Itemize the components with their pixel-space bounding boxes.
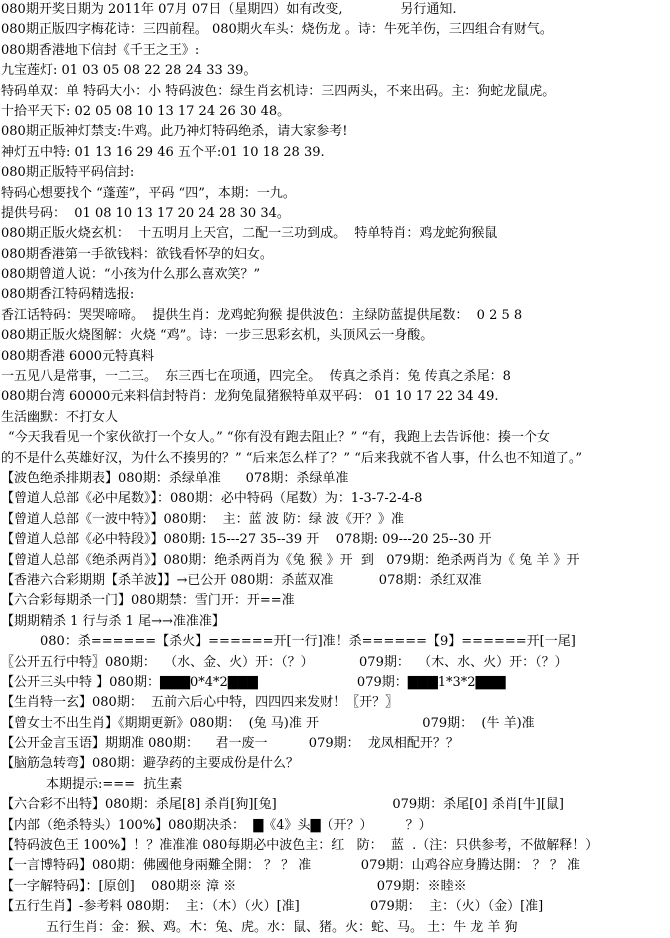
text-line: 080期香港第一手欲钱料：欲钱看怀孕的妇女。 bbox=[1, 246, 273, 262]
text-line: 【波色绝杀排期表】080期：杀绿单准 078期：杀绿单准 bbox=[1, 470, 349, 486]
text-line: 【特码波色王 100%】！？准准准 080每期必中波色主：红 防： 蓝 .（注：只供参考，不做解释！） bbox=[1, 838, 599, 854]
text-line: 【内部（绝杀特头）100%】080期决杀： ▇《4》头▇（开？） ？） bbox=[1, 817, 432, 833]
text-line: 一五见八是常事，一二三。 东三西七在项通，四完全。 传真之杀肖：兔 传真之杀尾：8 bbox=[1, 369, 511, 385]
text-line: 【一言博特码】080期：佛國他身兩難全開： ？ ？ 准 079期：山鸡谷应身腾达開： ？ ？ 准 bbox=[1, 858, 581, 874]
text-line: 【曾道人总部《必中尾数》】：080期：必中特码（尾数）为：1-3-7-2-4-8 bbox=[1, 491, 423, 507]
text-line: 080：杀======【杀火】======开[一行]准！杀======【9】======开[一尾] bbox=[40, 634, 576, 650]
text-line: 九宝莲灯: 01 03 05 08 22 28 24 33 39。 bbox=[1, 63, 257, 79]
text-line: 提供号码： 01 08 10 13 17 20 24 28 30 34。 bbox=[1, 205, 290, 221]
text-line: 【六合彩不出特】080期：杀尾[8] 杀肖[狗][兔] 079期：杀尾[0] 杀肖[牛][鼠] bbox=[1, 797, 564, 813]
text-line: 特码心想要找个 “蓬莲”，平码 “四”，本期：一九。 bbox=[1, 185, 296, 201]
text-line: 的不是什么英雄好汉，为什么不揍男的？” “后来怎么样了？” “后来我就不省人事，什么也不知道了。” bbox=[1, 450, 582, 466]
text-line: 080期台湾 60000元来料信封特肖：龙狗兔鼠猪猴特单双平码： 01 10 17 22 34 49. bbox=[1, 389, 499, 405]
text-line: 【脑筋急转弯】080期：避孕药的主要成份是什么？ bbox=[1, 756, 299, 772]
text-line: 080期开奖日期为 2011年 07月 07日（星期四）如有改变, 另行通知. bbox=[1, 2, 457, 17]
text-line: 特码单双：单 特码大小：小 特码波色：绿生肖玄机诗：三四两头，不来出码。主：狗蛇龙鼠虎。 bbox=[1, 83, 556, 99]
text-line: 080期曾道人说：“小孩为什么那么喜欢笑？” bbox=[1, 267, 261, 283]
text-line: 神灯五中特: 01 13 16 29 46 五个平:01 10 18 28 39. bbox=[1, 144, 325, 160]
text-line: 【五行生肖】-参考料 080期： 主：（木）（火）[准] 079期： 主：（火）（金）[准] bbox=[1, 899, 544, 915]
text-line: 【香港六合彩期期【杀羊波】】→已公开 080期：杀蓝双准 078期：杀红双准 bbox=[1, 572, 482, 588]
text-line: 【生肖特一玄】080期： 五前六后心中特，四四四来发财！〖开？〗 bbox=[1, 695, 399, 711]
text-line: 080期正版特平码信封: bbox=[1, 165, 135, 181]
text-line: 【曾道人总部《一波中特》】080期： 主：蓝 波 防：绿 波《开？》准 bbox=[1, 511, 404, 527]
text-line: 080期正版火烧图解：火烧 “鸡”。诗：一步三思彩玄机，头顶风云一身酸。 bbox=[1, 328, 434, 344]
text-line: “今天我看见一个家伙欲打一个女人。” “你有没有跑去阻止？” “有，我跑上去告诉他：揍一个女 bbox=[8, 430, 550, 446]
text-line: 〖公开五行中特〗080期： （水、金、火）开：（？） 079期： （木、水、火）开：（？） bbox=[1, 654, 568, 670]
text-line: 080期正版神灯禁支:牛鸡。此乃神灯特码绝杀，请大家参考! bbox=[1, 124, 348, 140]
text-line: 【曾道人总部《必中特段》】080期: 15---27 35--39 开 078期: 09---20 25--30 开 bbox=[1, 532, 492, 548]
text-line: 【曾女士不出生肖】《期期更新》080期： (兔 马)准 开 079期： (牛 羊)准 bbox=[1, 715, 535, 731]
text-line: 香江话特码：哭哭啼啼。 提供生肖：龙鸡蛇狗猴 提供波色：主绿防蓝提供尾数： 0 2 5 8 bbox=[1, 307, 523, 323]
text-line: 080期香江特码精选报: bbox=[1, 287, 135, 303]
text-line: 080期正版四字梅花诗：三四前程。 080期火车头：烧伤龙 。诗：牛死羊伤，三四组合有财气。 bbox=[1, 22, 553, 38]
text-line: 十拾平天下: 02 05 08 10 13 17 24 26 30 48。 bbox=[1, 103, 291, 119]
text-line: 【公开金言玉语】期期准 080期： 君一废一 079期： 龙凤相配开？？ bbox=[1, 736, 459, 752]
text-line: 【一字解特码】：[原创] 080期※ 漳 ※ 079期：※睦※ bbox=[1, 878, 467, 894]
text-line: 080期正版火烧玄机： 十五明月上天宫，二配一三功到成。 特单特肖：鸡龙蛇狗猴鼠 bbox=[1, 226, 498, 242]
text-line: 本期提示:=== 抗生素 bbox=[46, 776, 183, 792]
text-line: 【曾道人总部《绝杀两肖》】080期：绝杀两肖为《兔 猴 》开 到 079期：绝杀两肖为《 兔 羊 》开 bbox=[1, 552, 580, 568]
text-line: 【公开三头中特 】080期：▇▇▇0*4*2▇▇▇ 079期：▇▇▇1*3*2▇▇▇ bbox=[1, 674, 506, 690]
text-line: 五行生肖：金：猴、鸡。木：兔、虎。水：鼠、猪。火：蛇、马。 土：牛 龙 羊 狗 bbox=[46, 919, 518, 935]
text-line: 080期香港地下信封《千王之王》: bbox=[1, 42, 200, 58]
text-line: 【六合彩每期杀一门】080期禁：雪门开：开==准 bbox=[1, 593, 295, 609]
text-line: 080期香港 6000元特真料 bbox=[1, 348, 155, 364]
text-line: 生活幽默：不打女人 bbox=[1, 409, 119, 425]
text-line: 【期期精杀 1 行与杀 1 尾→→准准准】 bbox=[1, 613, 225, 629]
